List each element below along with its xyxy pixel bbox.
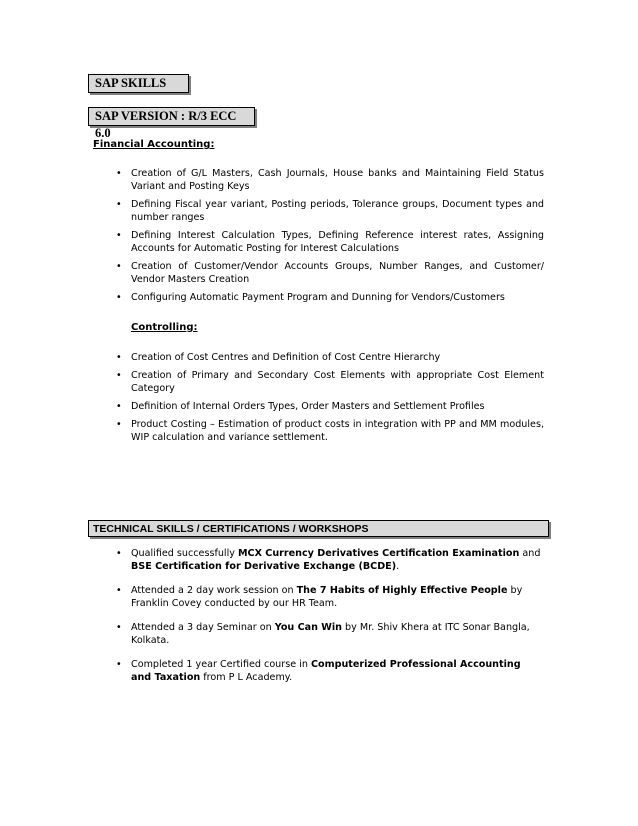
item-bold-text: MCX Currency Derivatives Certification Examination bbox=[237, 548, 520, 559]
list-item: • Product Costing – Estimation of product costs in integration with PP and MM modules, WIP calculation and variance settlement. bbox=[117, 418, 544, 444]
controlling-heading: Controlling: bbox=[131, 322, 198, 333]
list-item: • Creation of G/L Masters, Cash Journals, House banks and Maintaining Field Status Variant and Posting Keys bbox=[117, 167, 544, 193]
list-item bbox=[117, 584, 544, 610]
item-text: Attended a 2 day work session on bbox=[131, 585, 297, 596]
item-bold-text: BSE Certification for Derivative Exchange (BCDE) bbox=[131, 561, 397, 572]
item-text: . bbox=[396, 561, 400, 572]
item-text: Attended a 3 day Seminar on bbox=[131, 622, 275, 633]
technical-skills-heading: TECHNICAL SKILLS / CERTIFICATIONS / WORKSHOPS bbox=[88, 520, 549, 537]
technical-skills-list bbox=[117, 547, 544, 695]
list-item: • Creation of Primary and Secondary Cost Elements with appropriate Cost Element Category bbox=[117, 369, 544, 395]
sap-skills-heading: SAP SKILLS bbox=[88, 74, 189, 93]
controlling-list bbox=[117, 351, 544, 449]
list-item bbox=[117, 547, 544, 573]
list-item: • Defining Fiscal year variant, Posting periods, Tolerance groups, Document types and number ranges bbox=[117, 198, 544, 224]
list-item: • Definition of Internal Orders Types, Order Masters and Settlement Profiles bbox=[117, 400, 544, 413]
list-item: • Creation of Cost Centres and Definition of Cost Centre Hierarchy bbox=[117, 351, 544, 364]
financial-accounting-heading: Financial Accounting: bbox=[93, 139, 215, 150]
item-text: from P L Academy. bbox=[200, 672, 293, 683]
item-text: Qualified successfully bbox=[131, 548, 238, 559]
item-bold-text: You Can Win bbox=[274, 622, 342, 633]
item-bold-text: Computerized Professional Accounting and Taxation bbox=[131, 659, 521, 683]
list-item: • Configuring Automatic Payment Program and Dunning for Vendors/Customers bbox=[117, 291, 544, 304]
item-text: by Mr. Shiv Khera at ITC Sonar Bangla, Kolkata. bbox=[131, 622, 530, 646]
financial-accounting-list bbox=[117, 167, 544, 309]
item-bold-text: The 7 Habits of Highly Effective People bbox=[296, 585, 508, 596]
list-item bbox=[117, 621, 544, 647]
sap-version-heading: SAP VERSION : R/3 ECC 6.0 bbox=[88, 107, 255, 126]
list-item bbox=[117, 658, 544, 684]
list-item: • Defining Interest Calculation Types, Defining Reference interest rates, Assigning Accounts for Automatic Posting for Interest Calculations bbox=[117, 229, 544, 255]
item-text: and bbox=[519, 548, 541, 559]
item-text: by Franklin Covey conducted by our HR Team. bbox=[131, 585, 523, 609]
list-item: • Creation of Customer/Vendor Accounts Groups, Number Ranges, and Customer/ Vendor Masters Creation bbox=[117, 260, 544, 286]
item-text: Completed 1 year Certified course in bbox=[131, 659, 311, 670]
